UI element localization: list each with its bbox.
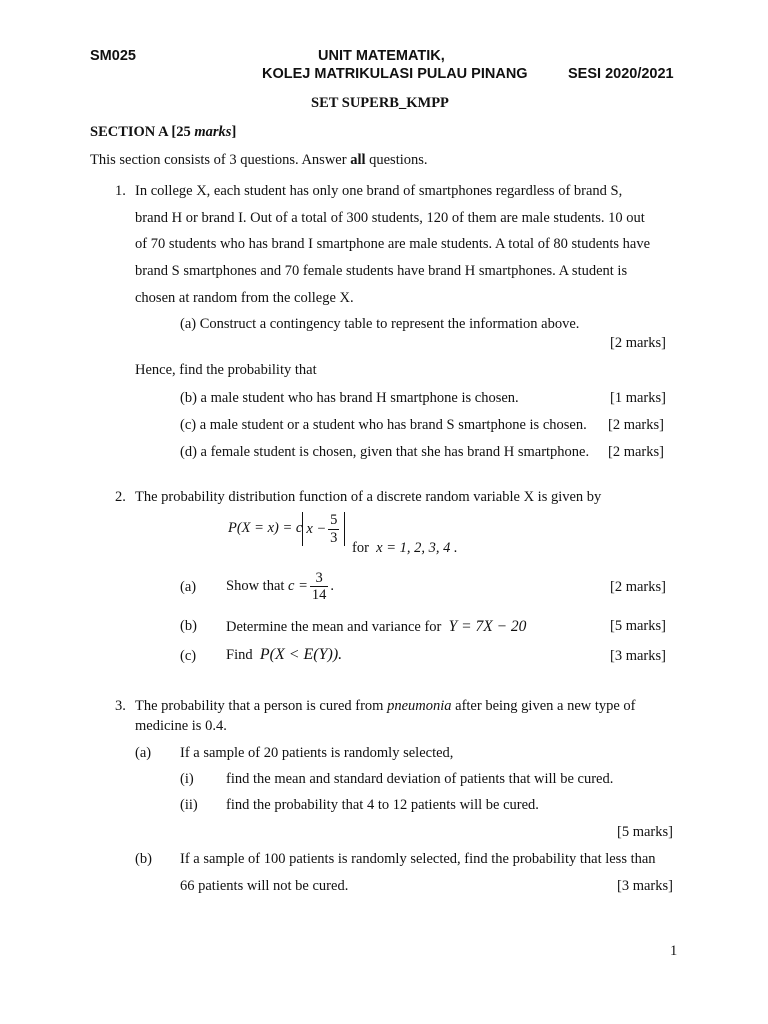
pmf-fraction-den: 3 [330,529,338,546]
pmf-fraction-num: 5 [330,512,338,529]
q3b-label: (b) [135,851,152,867]
set-title: SET SUPERB_KMPP [311,95,449,111]
q1-number: 1. [115,183,126,199]
for-word: for [352,540,369,556]
q3b-line1: If a sample of 100 patients is randomly selected, find the probability that less than [180,851,656,867]
q3-line2: medicine is 0.4. [135,718,227,734]
q1d-marks: [2 marks] [608,444,664,460]
q2-pmf [228,508,345,548]
q2b-text [226,618,526,636]
q3ai-label: (i) [180,771,194,787]
q3-line1-start: The probability that a person is cured from [135,698,388,714]
q1-line: brand S smartphones and 70 female students have brand H smartphones. A student is [135,263,628,279]
q2b-expr: Y = 7X − 20 [448,618,527,635]
q1c-text: (c) a male student or a student who has brand S smartphone is chosen. [180,417,587,433]
unit-title: UNIT MATEMATIK, [318,48,445,64]
q2c-find: Find [226,647,253,663]
q3-pneumonia: pneumonia [387,698,452,714]
section-intro [90,152,428,169]
q2-domain [352,540,458,557]
q2a-label: (a) [180,579,197,595]
q2a-marks: [2 marks] [610,579,666,595]
page-number: 1 [670,943,678,959]
q3a-marks: [5 marks] [617,824,673,840]
q2b-marks: [5 marks] [610,618,666,634]
q3-line1-end: after being given a new type of [451,698,636,714]
q3-number: 3. [115,698,126,714]
q1d-text: (d) a female student is chosen, given that she has brand H smartphone. [180,444,590,460]
q1c-marks: [2 marks] [608,417,664,433]
intro-text: This section consists of 3 questions. Answer [90,152,351,168]
q2b-desc: Determine the mean and variance for [226,619,442,635]
q1b-text: (b) a male student who has brand H smartphone is chosen. [180,390,519,406]
q2a-fraction-den: 14 [311,587,327,604]
q2c-marks: [3 marks] [610,648,666,664]
session-label: SESI 2020/2021 [568,66,674,82]
q2a-text [226,566,334,606]
q3a-text: If a sample of 20 patients is randomly selected, [180,745,454,761]
q1-line: In college X, each student has only one brand of smartphones regardless of brand S, [135,183,623,199]
q2-text: The probability distribution function of a discrete random variable X is given by [135,489,602,505]
q3ai-text: find the mean and standard deviation of patients that will be cured. [226,771,614,787]
q1a-text: (a) Construct a contingency table to represent the information above. [180,316,580,332]
q2-number: 2. [115,489,126,505]
q3-line1 [135,698,636,715]
section-title-marks: marks [194,124,232,140]
q1-hence: Hence, find the probability that [135,362,317,378]
q3b-marks: [3 marks] [617,878,673,894]
q2a-fraction-num: 3 [310,571,329,588]
q2b-label: (b) [180,618,197,634]
q2a-dot: . [330,578,335,594]
course-code: SM025 [90,48,136,64]
section-title-suffix: ] [231,124,237,140]
q3b-line2: 66 patients will not be cured. [180,878,349,894]
q3aii-text: find the probability that 4 to 12 patients will be cured. [226,797,539,813]
domain-values: x = 1, 2, 3, 4 . [376,540,458,556]
intro-bold: all [350,152,366,168]
q1a-marks: [2 marks] [610,335,666,351]
q2c-text [226,646,342,664]
q3a-label: (a) [135,745,152,761]
section-title [90,124,236,141]
section-title-prefix: SECTION A [25 [90,124,195,140]
pmf-x: x − [306,520,327,537]
q1-line: chosen at random from the college X. [135,290,354,306]
q2a-show-that: Show that [226,578,285,594]
q2c-expr: P(X < E(Y)). [259,646,343,663]
q1b-marks: [1 marks] [610,390,666,406]
college-name: KOLEJ MATRIKULASI PULAU PINANG [262,66,528,82]
pmf-lhs: P(X = x) = c [228,520,303,536]
q3aii-label: (ii) [180,797,198,813]
q1-line: of 70 students who has brand I smartphone are male students. A total of 80 students have [135,236,651,252]
q2a-c: c = [288,578,308,594]
intro-text-end: questions. [365,152,428,168]
q2c-label: (c) [180,648,197,664]
q1-line: brand H or brand I. Out of a total of 300 students, 120 of them are male students. 10 out [135,210,645,226]
